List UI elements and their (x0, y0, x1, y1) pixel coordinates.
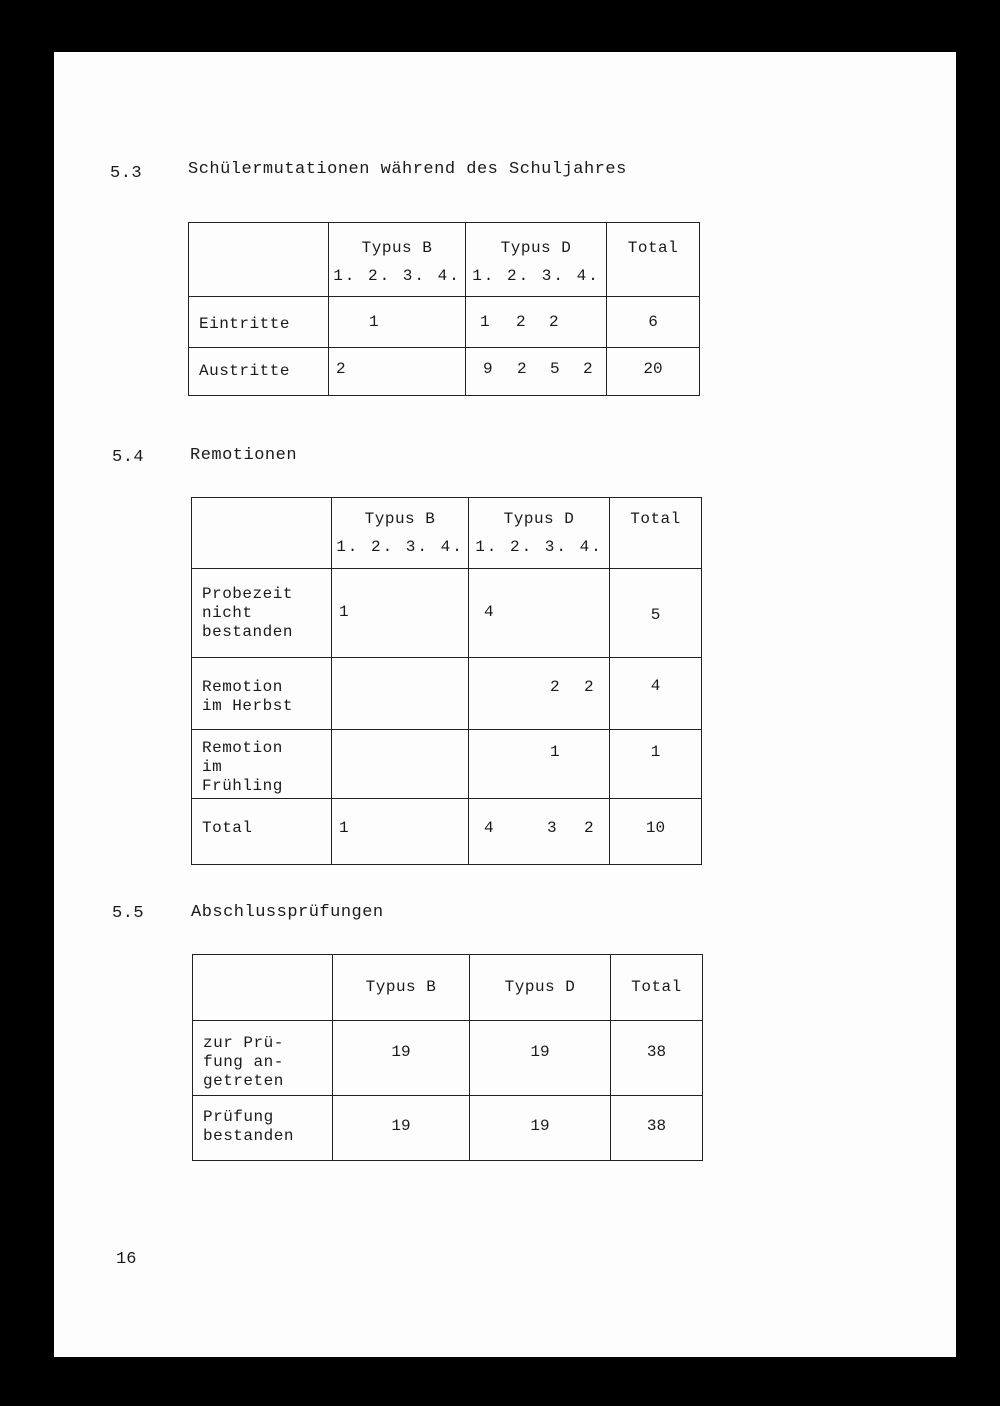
header-typus-d-label: Typus D (500, 239, 572, 257)
table-row (193, 1096, 703, 1161)
cell-value: 2 (517, 360, 527, 378)
total-cell: 4 (610, 658, 702, 730)
row-label-line: Probezeit (202, 585, 293, 603)
row-label (193, 1096, 333, 1161)
header-total (607, 223, 700, 297)
header-total (610, 498, 702, 569)
cell-value: 2 (549, 313, 559, 331)
typus-b-cell (329, 348, 466, 396)
section-title-5-3: Schülermutationen während des Schuljahres (188, 160, 627, 179)
cell-value: 3 (547, 819, 557, 837)
header-typus-b (333, 955, 470, 1021)
cell-value: 9 (483, 360, 493, 378)
cell-value: 2 (584, 678, 594, 696)
row-label-line: Remotion (202, 678, 283, 696)
cell-value: 2 (516, 313, 526, 331)
row-label (192, 730, 332, 799)
row-label-line: bestanden (203, 1127, 294, 1145)
typus-b-cell (332, 658, 469, 730)
cell-value: 1 (339, 603, 349, 621)
cell-value: 2 (336, 360, 346, 378)
header-empty-cell (192, 498, 332, 569)
table-row (193, 1021, 703, 1096)
row-label-line: Total (202, 819, 253, 837)
row-label-line: nicht (202, 604, 253, 622)
cell-value: 1 (480, 313, 490, 331)
header-typus-b (329, 223, 466, 297)
cell-value: 4 (484, 603, 494, 621)
header-typus-b (332, 498, 469, 569)
cell-value: 2 (550, 678, 560, 696)
header-empty-cell (189, 223, 329, 297)
header-total-label: Total (630, 510, 681, 528)
total-cell: 5 (610, 569, 702, 658)
cell-value: 1 (339, 819, 349, 837)
table-abschlusspruefungen (192, 954, 703, 1161)
header-typus-d (466, 223, 607, 297)
typus-b-cell (332, 569, 469, 658)
header-typus-b-label: Typus B (364, 510, 436, 528)
row-label (192, 569, 332, 658)
row-label (193, 1021, 333, 1096)
header-typus-b-classes: 1. 2. 3. 4. (336, 538, 464, 556)
section-title-5-5: Abschlussprüfungen (191, 903, 384, 922)
row-label (192, 799, 332, 865)
table-row (192, 730, 702, 799)
typus-b-cell (332, 799, 469, 865)
total-cell: 10 (610, 799, 702, 865)
row-label-line: Frühling (202, 777, 283, 795)
table-header-row (192, 498, 702, 569)
header-typus-d-classes: 1. 2. 3. 4. (475, 538, 603, 556)
header-empty-cell (193, 955, 333, 1021)
document-page (54, 52, 956, 1357)
table-row (192, 658, 702, 730)
header-typus-d (469, 498, 610, 569)
typus-d-cell (466, 348, 607, 396)
row-label: Eintritte (189, 297, 329, 348)
typus-d-cell (469, 569, 610, 658)
header-typus-d-label: Typus D (504, 978, 576, 996)
header-typus-b-label: Typus B (361, 239, 433, 257)
cell-value: 4 (484, 819, 494, 837)
typus-d-cell (469, 799, 610, 865)
table-row (189, 348, 700, 396)
typus-b-cell (329, 297, 466, 348)
section-title-5-4: Remotionen (190, 446, 298, 465)
cell-value: 1 (550, 743, 560, 761)
row-label-line: getreten (203, 1072, 284, 1090)
total-cell: 38 (611, 1021, 703, 1096)
header-typus-b-label: Typus B (365, 978, 437, 996)
header-total-label: Total (631, 978, 682, 996)
row-label-line: im (202, 758, 223, 776)
total-cell: 20 (607, 348, 700, 396)
table-row (192, 799, 702, 865)
cell-value: 1 (369, 313, 379, 331)
header-typus-d (470, 955, 611, 1021)
table-remotionen (191, 497, 702, 865)
section-number-5-3: 5.3 (110, 164, 143, 183)
header-total (611, 955, 703, 1021)
row-label-line: Remotion (202, 739, 283, 757)
cell-value: 2 (584, 819, 594, 837)
typus-d-cell: 19 (470, 1096, 611, 1161)
row-label: Austritte (189, 348, 329, 396)
row-label-line: fung an- (203, 1053, 284, 1071)
typus-d-cell (469, 730, 610, 799)
row-label-line: Prüfung (203, 1108, 274, 1126)
table-row (189, 297, 700, 348)
header-typus-b-classes: 1. 2. 3. 4. (333, 267, 461, 285)
table-row (192, 569, 702, 658)
header-typus-d-classes: 1. 2. 3. 4. (472, 267, 600, 285)
page-number: 16 (116, 1250, 137, 1269)
typus-d-cell: 19 (470, 1021, 611, 1096)
typus-b-cell (332, 730, 469, 799)
table-header-row (193, 955, 703, 1021)
typus-b-cell: 19 (333, 1021, 470, 1096)
header-typus-d-label: Typus D (503, 510, 575, 528)
total-cell: 1 (610, 730, 702, 799)
section-number-5-5: 5.5 (112, 904, 145, 923)
cell-value: 5 (550, 360, 560, 378)
total-cell: 6 (607, 297, 700, 348)
header-total-label: Total (627, 239, 679, 257)
total-cell: 38 (611, 1096, 703, 1161)
row-label-line: im Herbst (202, 697, 293, 715)
table-schuelermutationen (188, 222, 700, 396)
cell-value: 2 (583, 360, 593, 378)
table-header-row (189, 223, 700, 297)
typus-d-cell (466, 297, 607, 348)
typus-d-cell (469, 658, 610, 730)
typus-b-cell: 19 (333, 1096, 470, 1161)
row-label-line: bestanden (202, 623, 293, 641)
section-number-5-4: 5.4 (112, 448, 145, 467)
row-label (192, 658, 332, 730)
row-label-line: zur Prü- (203, 1034, 284, 1052)
